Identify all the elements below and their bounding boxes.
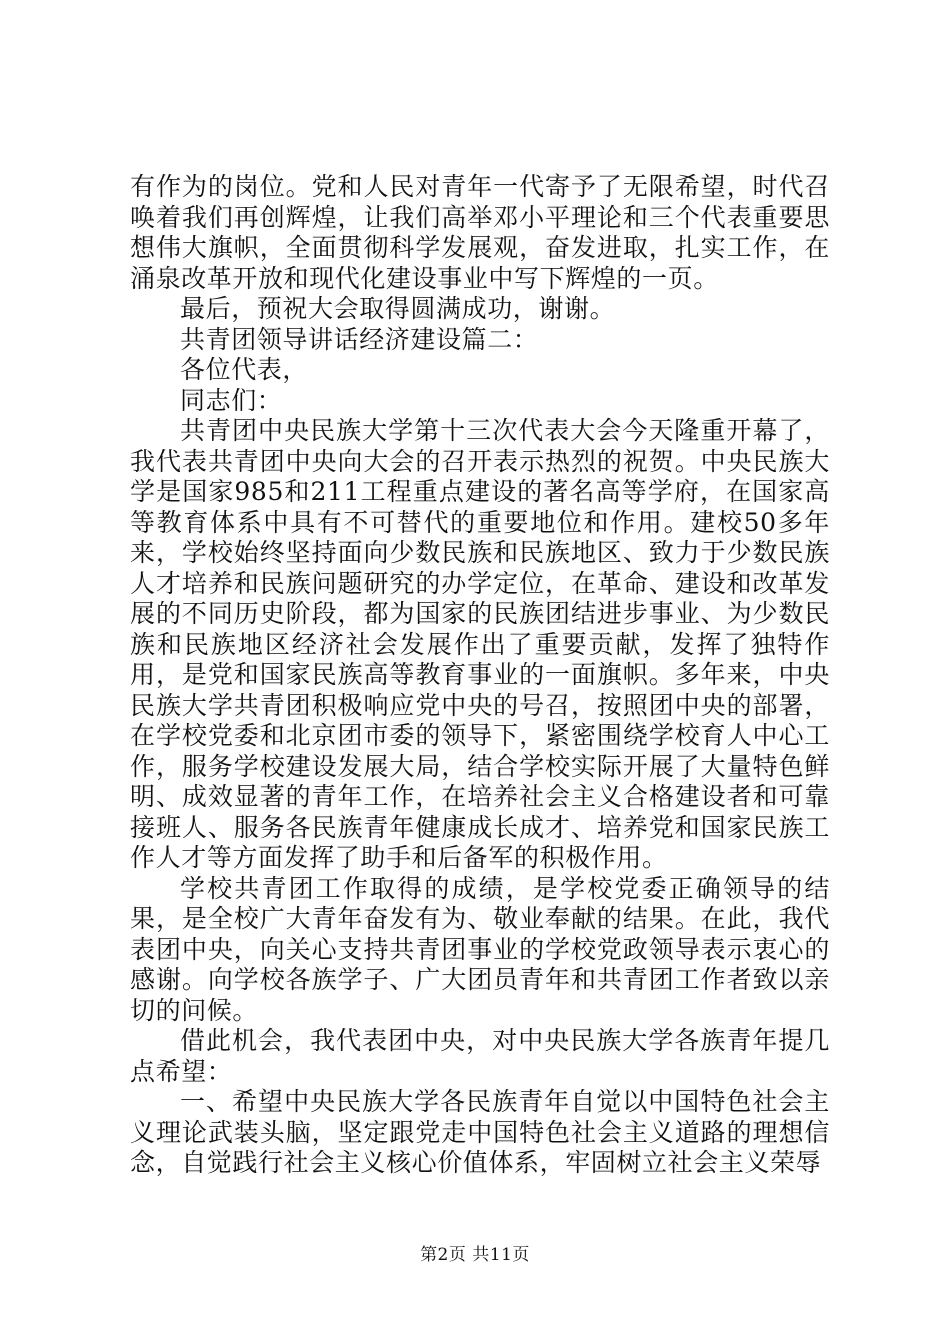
- document-body: [130, 172, 830, 1179]
- paragraph: 一、希望中央民族大学各民族青年自觉以中国特色社会主义理论武装头脑，坚定跟党走中国特色社会主义道路的理想信念，自觉践行社会主义核心价值体系，牢固树立社会主义荣辱: [130, 1087, 830, 1177]
- paragraph: 借此机会，我代表团中央，对中央民族大学各族青年提几点希望：: [130, 1026, 830, 1086]
- page-footer: [0, 1244, 950, 1266]
- salutation: 同志们：: [180, 385, 283, 415]
- section-heading: 共青团领导讲话经济建设篇二：: [180, 324, 539, 354]
- paragraph: 学校共青团工作取得的成绩，是学校党委正确领导的结果，是全校广大青年奋发有为、敬业奉献的结果。在此，我代表团中央，向关心支持共青团事业的学校党政领导表示衷心的感谢。向学校各族学子、广大团员青年和共青团工作者致以亲切的问候。: [130, 873, 830, 1025]
- salutation: 各位代表，: [180, 355, 309, 384]
- page-indicator: 第2页 共11页: [420, 1245, 530, 1265]
- paragraph: 有作为的岗位。党和人民对青年一代寄予了无限希望，时代召唤着我们再创辉煌，让我们高举邓小平理论和三个代表重要思想伟大旗帜，全面贯彻科学发展观，奋发进取，扎实工作，在涌泉改革开放和现代化建设事业中写下辉煌的一页。: [130, 172, 830, 293]
- paragraph: 最后，预祝大会取得圆满成功，谢谢。: [180, 294, 616, 323]
- paragraph: 共青团中央民族大学第十三次代表大会今天隆重开幕了，我代表共青团中央向大会的召开表示热烈的祝贺。中央民族大学是国家985和211工程重点建设的著名高等学府，在国家高等教育体系中具有不可替代的重要地位和作用。建校50多年来，学校始终坚持面向少数民族和民族地区、致力于少数民族人才培养和民族问题研究的办学定位，在革命、建设和改革发展的不同历史阶段，都为国家的民族团结进步事业、为少数民族和民族地区经济社会发展作出了重要贡献，发挥了独特作用，是党和国家民族高等教育事业的一面旗帜。多年来，中央民族大学共青团积极响应党中央的号召，按照团中央的部署，在学校党委和北京团市委的领导下，紧密围绕学校育人中心工作，服务学校建设发展大局，结合学校实际开展了大量特色鲜明、成效显著的青年工作，在培养社会主义合格建设者和可靠接班人、服务各民族青年健康成长成才、培养党和国家民族工作人才等方面发挥了助手和后备军的积极作用。: [130, 416, 830, 872]
